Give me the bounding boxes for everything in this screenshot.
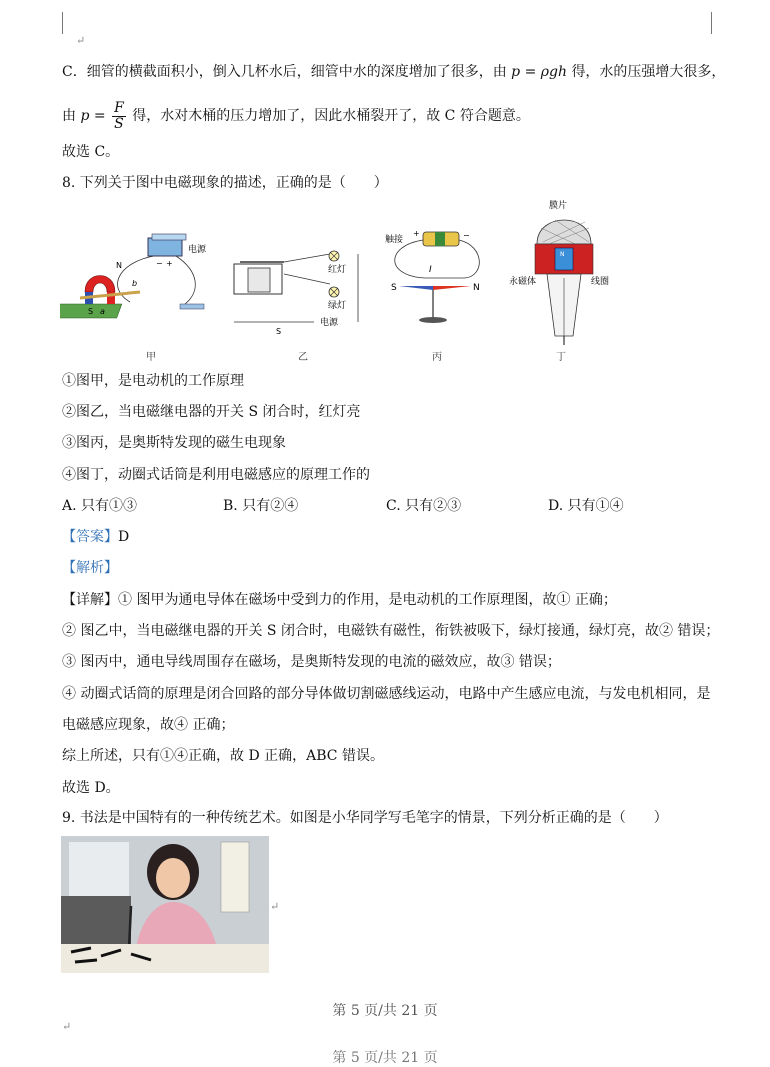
yi-switch-label: S (276, 327, 282, 334)
photo-return-mark: ↵ (270, 900, 280, 913)
answer-line (62, 527, 129, 547)
yi-red-lamp-label: 红灯 (328, 265, 347, 275)
bing-contact-label: 触接 (385, 235, 404, 245)
bing-base (419, 317, 447, 323)
jia-label-minus: − (156, 259, 163, 268)
caption-bing: 丙 (432, 352, 442, 363)
detail-1-text: ① 图甲为通电导体在磁场中受到力的作用，是电动机的工作原理图，故① 正确； (118, 592, 617, 608)
yi-wire-mid (284, 274, 330, 284)
caption-yi: 乙 (298, 352, 308, 363)
yi-green-lamp-label: 绿灯 (328, 301, 347, 311)
statement-3: ③图丙，是奥斯特发现的磁生电现象 (62, 435, 286, 451)
option-d: D. 只有①④ (548, 498, 624, 514)
figure-jia (60, 232, 220, 327)
option-c: C. 只有②③ (386, 498, 462, 514)
statement-2: ②图乙，当电磁继电器的开关 S 闭合时，红灯亮 (62, 404, 361, 420)
detail-label: 【详解】 (62, 592, 118, 608)
ding-magnet-label: 永磁体 (509, 277, 537, 287)
fraction-numerator: F (114, 99, 124, 116)
ding-coil-label: 线圈 (591, 277, 610, 287)
text-span: 得，水对木桶的压力增加了，因此水桶裂开了，故 C 符合题意。 (132, 108, 530, 124)
bing-minus: − (463, 231, 470, 240)
detail-line-4a: ④ 动圈式话筒的原理是闭合回路的部分导体做切割磁感线运动，电路中产生感应电流，与发电机相同，是 (62, 686, 711, 702)
detail-line-2: ② 图乙中，当电磁继电器的开关 S 闭合时，电磁铁有磁性，衔铁被吸下，绿灯接通，绿灯亮，故② 错误； (62, 623, 720, 639)
analysis-label: 【解析】 (62, 560, 118, 576)
figure-ding (505, 198, 625, 346)
text-span: C．细管的横截面积小，倒入几杯水后，细管中水的深度增加了很多，由 (62, 64, 507, 80)
photo-window (69, 842, 129, 902)
option-a: A. 只有①③ (62, 498, 138, 514)
photo-scroll (221, 842, 249, 912)
detail-line-4b: 电磁感应现象，故④ 正确； (62, 717, 235, 733)
bing-s-label: S (391, 283, 397, 293)
caption-jia: 甲 (146, 352, 156, 363)
detail-line-3: ③ 图丙中，通电导线周围存在磁场，是奥斯特发现的电流的磁效应，故③ 错误； (62, 654, 561, 670)
text-span: 由 (62, 108, 76, 124)
page-footer: 第 5 页/共 21 页 (332, 1003, 438, 1019)
statement-1: ①图甲，是电动机的工作原理 (62, 373, 244, 389)
photo-paper (61, 944, 269, 973)
jia-rail (180, 304, 204, 309)
bing-battery-band (435, 232, 445, 246)
calligraphy-photo-drawing (61, 836, 269, 973)
calligraphy-photo (61, 836, 269, 973)
ding-diaphragm-label: 膜片 (549, 201, 568, 211)
detail-line-1 (62, 590, 617, 610)
choose-d-line: 故选 D。 (62, 780, 120, 796)
jia-magnet (85, 276, 115, 293)
summary-line: 综上所述，只有①④正确，故 D 正确，ABC 错误。 (62, 748, 384, 764)
jia-wire-right (176, 256, 195, 304)
bing-plus: + (413, 229, 420, 238)
jia-label-s: S (88, 307, 94, 316)
choose-c-line: 故选 C。 (62, 144, 120, 160)
figure-yi (230, 244, 370, 334)
formula-left: p = (80, 108, 106, 124)
option-c-explanation-line1 (62, 62, 725, 82)
question-9: 9. 书法是中国特有的一种传统艺术。如图是小华同学写毛笔字的情景，下列分析正确的是（ ） (62, 810, 668, 826)
caption-ding: 丁 (556, 352, 566, 363)
crop-mark-left (62, 12, 63, 34)
bing-needle-n (433, 286, 471, 290)
jia-power-box (148, 238, 182, 256)
answer-value: D (118, 529, 130, 545)
jia-power-box-side (152, 234, 186, 240)
yi-wire-top (284, 254, 330, 262)
bing-needle-s (399, 286, 433, 290)
crop-mark-right (711, 12, 712, 34)
photo-shelf (61, 896, 131, 946)
question-8: 8. 下列关于图中电磁现象的描述，正确的是（ ） (62, 175, 388, 191)
return-mark: ↵ (76, 34, 86, 47)
fraction-denominator: S (114, 115, 124, 132)
jia-power-label: 电源 (188, 245, 207, 255)
statement-4: ④图丁，动圈式话筒是利用电磁感应的原理工作的 (62, 467, 370, 483)
answer-label: 【答案】 (62, 529, 118, 545)
jia-label-b: b (132, 279, 138, 288)
figure-bing (385, 226, 495, 330)
pressure-formula: p = ρgh (511, 64, 567, 80)
jia-label-plus: + (166, 259, 173, 268)
option-b: B. 只有②④ (223, 498, 299, 514)
option-c-explanation-line2 (62, 98, 530, 134)
footer-return-mark: ↵ (62, 1020, 72, 1033)
text-span: 得，水的压强增大很多， (571, 64, 726, 80)
bing-n-label: N (473, 283, 480, 293)
jia-label-a: a (100, 307, 105, 316)
bing-current-label: I (429, 265, 432, 275)
yi-coil (248, 268, 270, 292)
yi-power-label: 电源 (320, 318, 339, 328)
photo-girl-face (156, 858, 190, 898)
page-footer-repeat: 第 5 页/共 21 页 (332, 1050, 438, 1066)
ding-n-label: N (560, 251, 565, 258)
fraction-f-over-s (112, 101, 126, 132)
jia-label-n: N (116, 261, 122, 270)
